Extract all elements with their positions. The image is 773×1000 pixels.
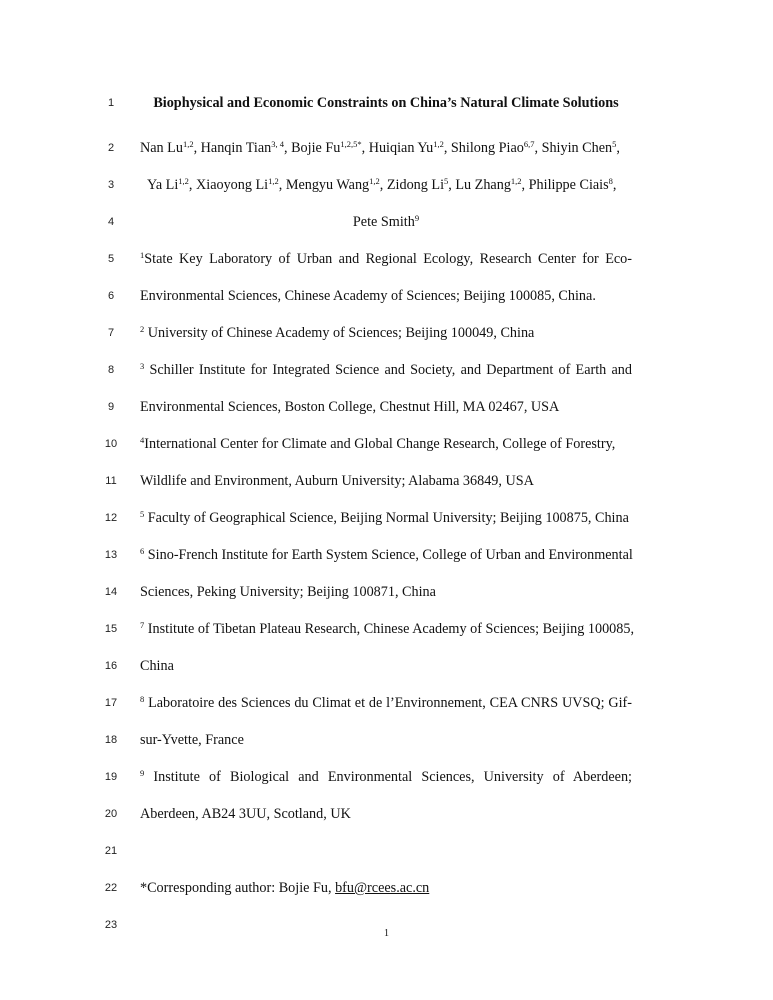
line-number: 11 (105, 475, 117, 487)
author-affiliation: 1,2 (369, 176, 380, 186)
line-9 (0, 395, 773, 419)
line-number: 4 (107, 216, 115, 228)
affiliation-8 (140, 691, 632, 715)
author-affiliation: 5 (444, 176, 449, 186)
separator: , (612, 177, 617, 193)
line-21 (0, 839, 773, 863)
separator: , (188, 177, 196, 193)
author-name: Shiyin Chen (541, 140, 613, 156)
author-affiliation: 6,7 (523, 139, 535, 149)
author-affiliation: 8 (608, 176, 613, 186)
line-15 (0, 617, 773, 641)
separator: , (361, 140, 369, 156)
affiliation-marker: 9 (140, 768, 145, 778)
author-name: Lu Zhang (455, 177, 511, 193)
author-affiliation: 1,2 (433, 139, 444, 149)
affiliation-3-cont: Environmental Sciences, Boston College, Chestnut Hill, MA 02467, USA (140, 399, 560, 415)
affiliation-text: Schiller Institute for Integrated Science and Society, and Department of Earth and (144, 362, 632, 378)
line-3 (0, 173, 773, 197)
affiliation-marker: 1 (140, 250, 145, 260)
separator: , (443, 140, 451, 156)
author-name: Bojie Fu (291, 140, 341, 156)
affiliation-text: Laboratoire des Sciences du Climat et de l’Environnement, CEA CNRS UVSQ; Gif- (144, 695, 632, 711)
line-2 (0, 136, 773, 160)
author-affiliation: 1,2 (268, 176, 279, 186)
author-affiliation: 9 (414, 213, 420, 223)
author-name: Xiaoyong Li (196, 177, 269, 193)
line-16 (0, 654, 773, 678)
separator: , (278, 177, 286, 193)
author-list-line-2 (147, 173, 639, 197)
line-number: 3 (107, 179, 115, 191)
affiliation-marker: 6 (140, 546, 145, 556)
affiliation-4 (140, 432, 632, 456)
affiliation-1 (140, 247, 632, 271)
author-name: Pete Smith (352, 214, 415, 230)
line-number: 22 (104, 882, 118, 894)
affiliation-8-cont: sur-Yvette, France (140, 732, 244, 748)
author-list-line-3 (140, 210, 632, 234)
affiliation-marker: 5 (140, 509, 145, 519)
affiliation-4-cont: Wildlife and Environment, Auburn University; Alabama 36849, USA (140, 473, 534, 489)
line-19 (0, 765, 773, 789)
line-7 (0, 321, 773, 345)
line-number: 10 (104, 438, 118, 450)
affiliation-9-cont: Aberdeen, AB24 3UU, Scotland, UK (140, 806, 351, 822)
line-18 (0, 728, 773, 752)
author-name: Shilong Piao (450, 140, 524, 156)
separator: , (193, 140, 201, 156)
author-name: Nan Lu (140, 140, 183, 156)
line-number: 5 (107, 253, 115, 265)
line-number: 21 (104, 845, 118, 857)
corresponding-author (140, 876, 632, 900)
separator: , (616, 140, 620, 156)
affiliation-text: Institute of Biological and Environmental Sciences, University of Aberdeen; (144, 769, 632, 785)
author-name: Zidong Li (386, 177, 445, 193)
page-number: 1 (384, 928, 389, 939)
affiliation-2 (140, 321, 632, 345)
affiliation-7-cont: China (140, 658, 174, 674)
author-affiliation: 1,2,5* (340, 139, 362, 149)
line-13 (0, 543, 773, 567)
line-5 (0, 247, 773, 271)
author-name: Huiqian Yu (368, 140, 434, 156)
separator: , (379, 177, 387, 193)
separator: , (448, 177, 456, 193)
affiliation-marker: 7 (140, 620, 145, 630)
line-17 (0, 691, 773, 715)
corresponding-label: *Corresponding author: Bojie Fu, (140, 880, 336, 896)
author-affiliation: 1,2 (510, 176, 522, 186)
line-8 (0, 358, 773, 382)
author-name: Ya Li (147, 177, 179, 193)
separator: , (521, 177, 529, 193)
line-14 (0, 580, 773, 604)
line-22 (0, 876, 773, 900)
affiliation-6 (140, 543, 632, 567)
author-name: Mengyu Wang (285, 177, 370, 193)
line-number: 23 (104, 919, 118, 931)
line-number: 19 (104, 771, 118, 783)
paper-title: Biophysical and Economic Constraints on China’s Natural Climate Solutions (153, 95, 619, 111)
author-affiliation: 1,2 (182, 139, 194, 149)
affiliation-text: Institute of Tibetan Plateau Research, Chinese Academy of Sciences; Beijing 100085, (144, 621, 635, 637)
affiliation-marker: 4 (140, 435, 145, 445)
line-number: 20 (104, 808, 118, 820)
affiliation-text: Faculty of Geographical Science, Beijing Normal University; Beijing 100875, China (144, 510, 629, 526)
affiliation-marker: 8 (140, 694, 145, 704)
line-number: 14 (104, 586, 118, 598)
author-name: Philippe Ciais (528, 177, 609, 193)
line-20 (0, 802, 773, 826)
email-link[interactable]: bfu@rcees.ac.cn (335, 880, 430, 896)
affiliation-6-cont: Sciences, Peking University; Beijing 100871, China (140, 584, 436, 600)
line-number: 17 (104, 697, 118, 709)
line-number: 2 (107, 142, 115, 154)
affiliation-9 (140, 765, 632, 789)
line-number: 6 (107, 290, 115, 302)
line-number: 12 (104, 512, 118, 524)
affiliation-text: Sino-French Institute for Earth System Science, College of Urban and Environmental (144, 547, 633, 563)
affiliation-3 (140, 358, 632, 382)
line-1 (0, 91, 773, 115)
affiliation-1-cont: Environmental Sciences, Chinese Academy of Sciences; Beijing 100085, China. (140, 288, 596, 304)
affiliation-text: State Key Laboratory of Urban and Regional Ecology, Research Center for Eco- (144, 251, 632, 267)
affiliation-5 (140, 506, 632, 530)
author-list-line-1 (140, 136, 632, 160)
line-11 (0, 469, 773, 493)
line-10 (0, 432, 773, 456)
line-number: 1 (107, 97, 115, 109)
line-number: 8 (107, 364, 115, 376)
line-number: 13 (104, 549, 118, 561)
author-affiliation: 3, 4 (271, 139, 284, 149)
line-number: 7 (107, 327, 115, 339)
line-number: 18 (104, 734, 118, 746)
line-12 (0, 506, 773, 530)
author-affiliation: 1,2 (178, 176, 189, 186)
separator: , (534, 140, 542, 156)
line-number: 16 (104, 660, 118, 672)
line-6 (0, 284, 773, 308)
separator: , (283, 140, 292, 156)
affiliation-text: International Center for Climate and Global Change Research, College of Forestry, (144, 436, 616, 452)
affiliation-text: University of Chinese Academy of Sciences; Beijing 100049, China (144, 325, 535, 341)
line-number: 9 (107, 401, 115, 413)
affiliation-marker: 2 (140, 324, 145, 334)
line-number: 15 (104, 623, 118, 635)
author-affiliation: 5 (612, 139, 617, 149)
affiliation-7 (140, 617, 635, 641)
affiliation-marker: 3 (140, 361, 145, 371)
line-4 (0, 210, 773, 234)
author-name: Hanqin Tian (200, 140, 272, 156)
